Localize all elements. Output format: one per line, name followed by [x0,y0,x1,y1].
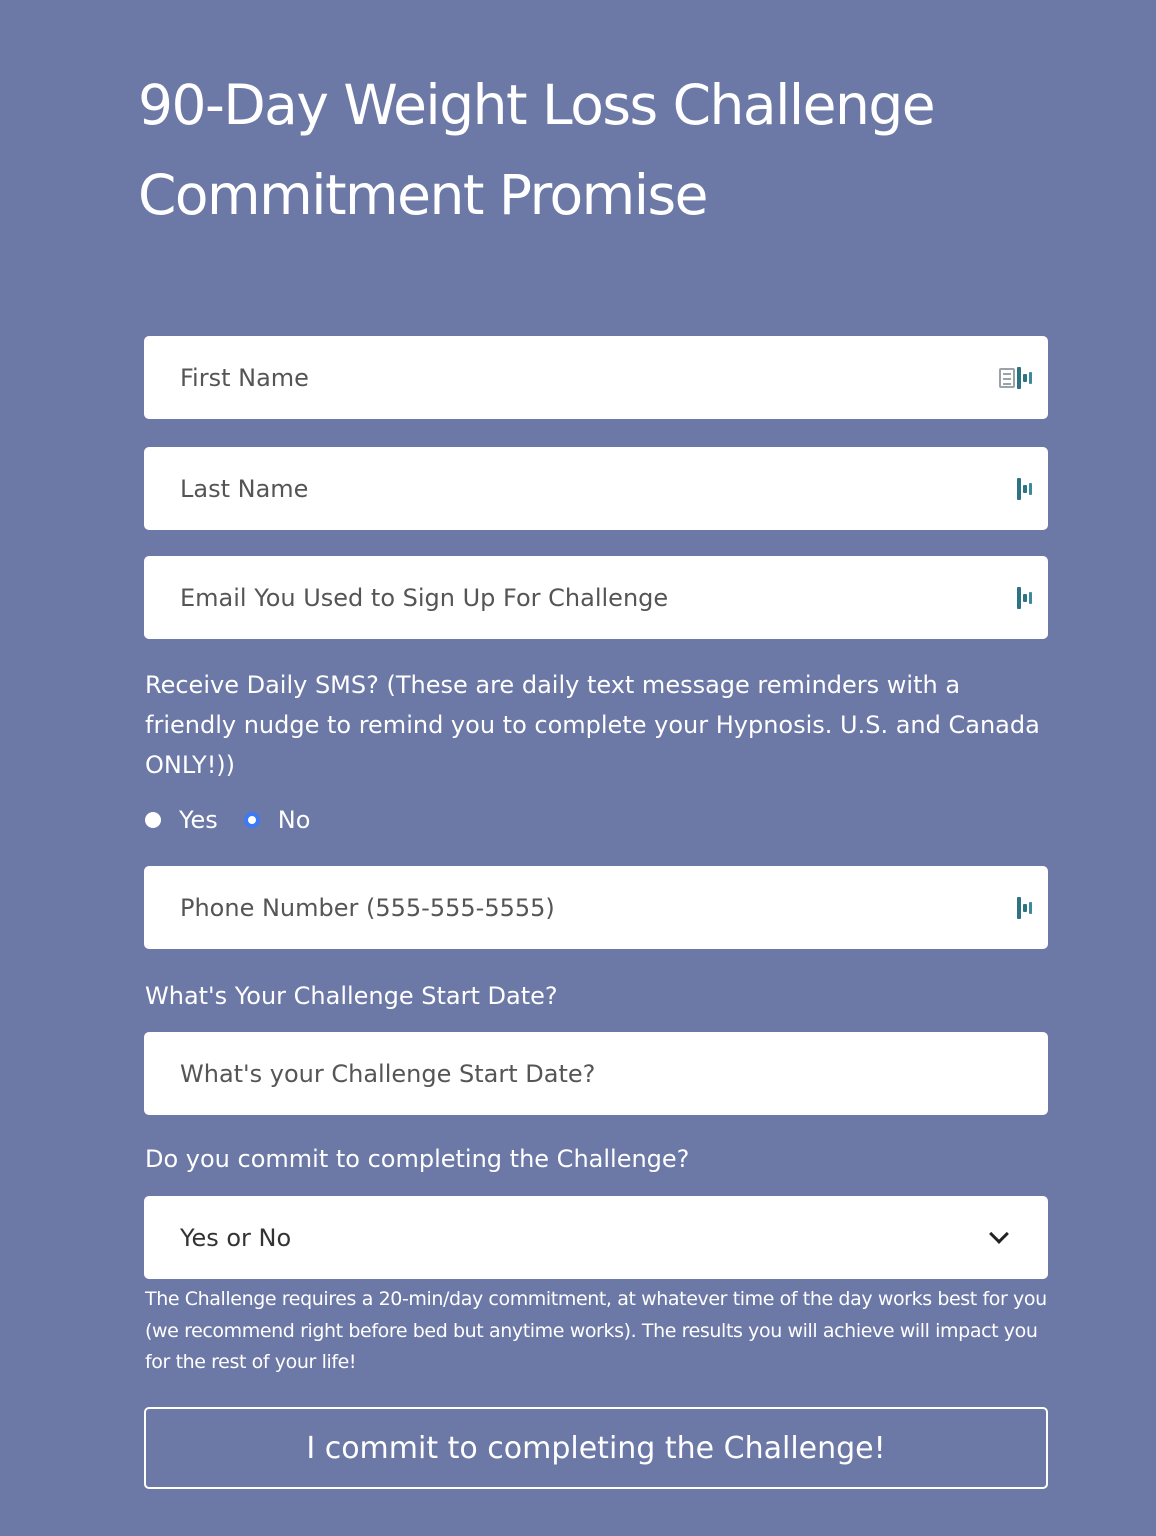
autofill-icons[interactable] [1017,477,1032,501]
email-input[interactable] [144,556,1048,639]
autofill-icons[interactable] [1017,896,1032,920]
commit-select-value: Yes or No [180,1223,292,1252]
chevron-down-icon[interactable] [989,1224,1009,1244]
autofill-icons[interactable] [999,366,1032,390]
last-name-field [144,447,1048,530]
password-manager-icon[interactable] [1017,478,1032,500]
autofill-icons[interactable] [1017,586,1032,610]
sms-question-label: Receive Daily SMS? (These are daily text message reminders with a friendly nudge to remind you to complete your Hypnosis. U.S. and Canada ONLY!)) [145,671,1040,779]
phone-input[interactable] [144,866,1048,949]
sms-yes-option[interactable] [145,806,218,834]
sms-yes-radio[interactable] [145,812,161,828]
start-date-field [144,1032,1048,1115]
start-date-label: What's Your Challenge Start Date? [145,982,558,1010]
sms-no-radio[interactable] [244,812,260,828]
sms-no-option[interactable] [244,806,311,834]
sms-radio-group [145,800,336,840]
title-line-1: 90-Day Weight Loss Challenge [138,73,935,137]
contact-card-icon[interactable] [999,368,1015,388]
password-manager-icon[interactable] [1017,587,1032,609]
page-title [138,60,1038,240]
sms-yes-label: Yes [179,806,218,834]
commit-select[interactable] [144,1196,1048,1279]
password-manager-icon[interactable] [1017,367,1032,389]
first-name-input[interactable] [144,336,1048,419]
commit-submit-button[interactable]: I commit to completing the Challenge! [144,1407,1048,1489]
phone-field [144,866,1048,949]
sms-no-label: No [277,806,311,834]
commit-question-label: Do you commit to completing the Challenge? [145,1145,690,1173]
title-line-2: Commitment Promise [138,163,707,227]
start-date-input[interactable] [144,1032,1048,1115]
last-name-input[interactable] [144,447,1048,530]
password-manager-icon[interactable] [1017,897,1032,919]
email-field [144,556,1048,639]
first-name-field [144,336,1048,419]
commitment-note: The Challenge requires a 20-min/day commitment, at whatever time of the day works best for you (we recommend right before bed but anytime works). The results you will achieve will impact you for the rest of your life! [145,1288,1047,1373]
